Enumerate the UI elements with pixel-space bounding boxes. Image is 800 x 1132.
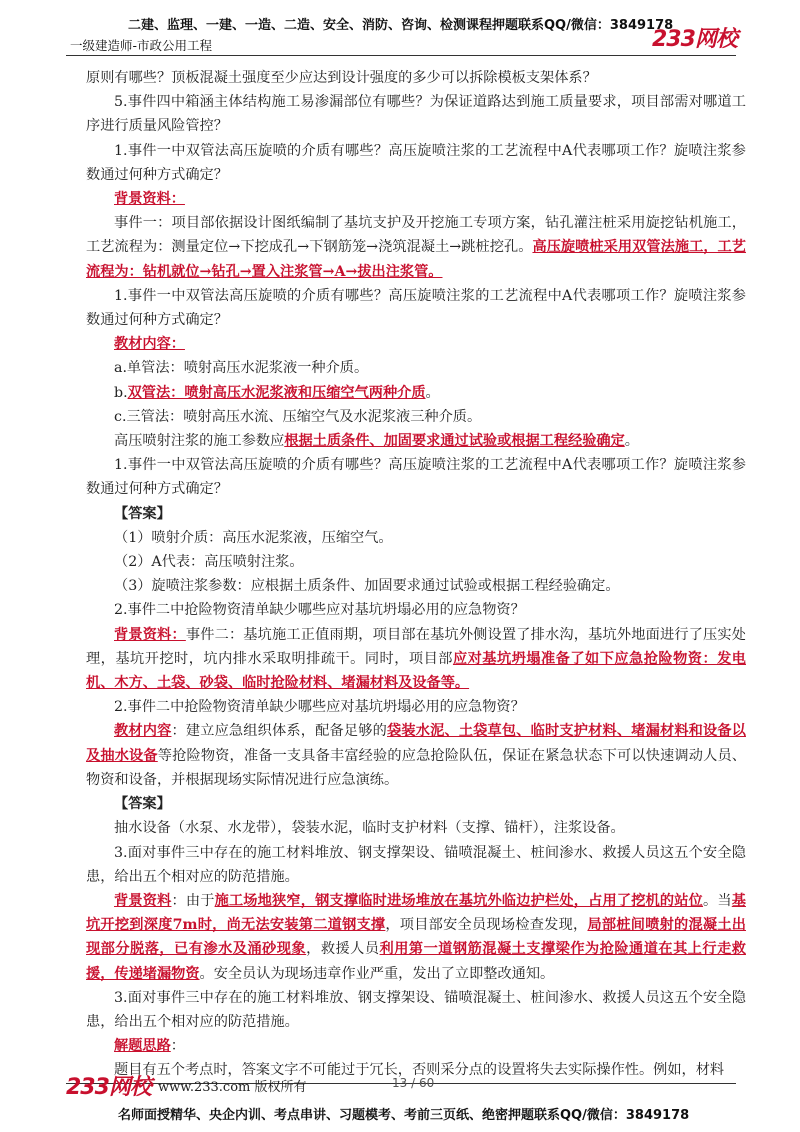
section-label: 解题思路 <box>114 1038 171 1055</box>
paragraph <box>86 1034 746 1058</box>
text-run: （2）A代表：高压喷射注浆。 <box>114 554 304 571</box>
text-run: （1）喷射介质：高压水泥浆液，压缩空气。 <box>114 529 393 546</box>
text-run: 3.面对事件三中存在的施工材料堆放、钢支撑架设、锚喷混凝土、桩间渗水、救援人员这五个安全隐患，给出五个相对应的防范措施。 <box>86 844 746 885</box>
paragraph <box>86 792 746 816</box>
highlighted-text: 高压旋喷桩采用双管法施工，工艺流程为：钻机就位→钻孔→置入注浆管→A→拔出注浆管。 <box>86 239 746 280</box>
paragraph <box>86 66 746 90</box>
paragraph <box>86 623 746 696</box>
section-label: 背景资料 <box>114 892 172 909</box>
section-label: 背景资料： <box>114 626 186 643</box>
section-label: 背景资料： <box>114 191 185 208</box>
text-run: 2.事件二中抢险物资清单缺少哪些应对基坑坍塌必用的应急物资？ <box>114 699 525 716</box>
text-run: 抽水设备（水泵、水龙带），袋装水泥，临时支护材料（支撑、锚杆），注浆设备。 <box>114 820 625 837</box>
text-run: 等抢险物资，准备一支具备丰富经验的应急抢险队伍，保证在紧急状态下可以快速调动人员、物资和设备，并根据现场实际情况进行应急演练。 <box>86 747 746 788</box>
footer-logo: 233网校 <box>66 1075 151 1100</box>
paragraph <box>86 695 746 719</box>
text-run: 2.事件二中抢险物资清单缺少哪些应对基坑坍塌必用的应急物资？ <box>114 602 525 619</box>
section-label: 教材内容 <box>114 723 172 740</box>
paragraph <box>86 381 746 405</box>
footer-contact-line: 名师面授精华、央企内训、考点串讲、习题模考、考前三页纸、绝密押题联系QQ/微信：3849178 <box>118 1108 690 1123</box>
paragraph <box>86 574 746 598</box>
paragraph <box>86 405 746 429</box>
header-contact-line: 二建、监理、一建、一造、二造、安全、消防、咨询、检测课程押题联系QQ/微信：3849178 <box>128 18 674 33</box>
paragraph <box>86 332 746 356</box>
paragraph <box>86 889 746 986</box>
text-run: ：由于 <box>171 892 215 909</box>
text-run: ： <box>170 1038 185 1055</box>
paragraph <box>86 187 746 211</box>
brand-logo: 233网校 <box>652 27 737 52</box>
text-run: 5.事件四中箱涵主体结构施工易渗漏部位有哪些？为保证道路达到施工质量要求，项目部需对哪道工序进行质量风险管控？ <box>86 94 746 135</box>
answer-heading: 【答案】 <box>114 796 171 813</box>
text-run: c.三管法：喷射高压水流、压缩空气及水泥浆液三种介质。 <box>114 408 482 425</box>
paragraph <box>86 90 746 138</box>
paragraph <box>86 429 746 453</box>
answer-heading: 【答案】 <box>114 505 171 522</box>
text-run: b. <box>114 384 128 401</box>
text-run: 。 <box>425 384 440 401</box>
text-run: 原则有哪些？顶板混凝土强度至少应达到设计强度的多少可以拆除模板支架体系？ <box>86 70 597 86</box>
text-run: 1.事件一中双管法高压旋喷的介质有哪些？高压旋喷注浆的工艺流程中A代表哪项工作？旋喷注浆参数通过何种方式确定？ <box>86 142 746 183</box>
paragraph <box>86 356 746 380</box>
highlighted-text: 基坑开挖到深度7m时，尚无法安装第二道钢支撑 <box>86 892 746 934</box>
text-run: a.单管法：喷射高压水泥浆液一种介质。 <box>114 360 369 377</box>
highlighted-text: 根据土质条件、加固要求通过试验或根据工程经验确定 <box>284 433 625 450</box>
highlighted-text: 施工场地狭窄，钢支撑临时进场堆放在基坑外临边护栏处，占用了挖机的站位 <box>214 892 704 909</box>
paragraph <box>86 139 746 187</box>
paragraph <box>86 502 746 526</box>
paragraph <box>86 550 746 574</box>
paragraph <box>86 986 746 1034</box>
text-run: 事件一：项目部依据设计图纸编制了基坑支护及开挖施工专项方案，钻孔灌注桩采用旋挖钻机施工，工艺流程为：测量定位→下挖成孔→下钢筋笼→浇筑混凝土→跳桩挖孔。 <box>86 215 746 256</box>
text-run: 。当 <box>703 892 732 909</box>
text-run: 1.事件一中双管法高压旋喷的介质有哪些？高压旋喷注浆的工艺流程中A代表哪项工作？旋喷注浆参数通过何种方式确定？ <box>86 457 746 498</box>
highlighted-text: 双管法：喷射高压水泥浆液和压缩空气两种介质 <box>127 384 426 401</box>
text-run: 题目有五个考点时，答案文字不可能过于冗长，否则采分点的设置将失去实际操作性。例如，材料 <box>114 1062 725 1079</box>
text-run: ，项目部安全员现场检查发现， <box>385 917 588 934</box>
page-number: 13 / 60 <box>392 1076 435 1090</box>
paragraph <box>86 526 746 550</box>
highlighted-text: 袋装水泥、土袋草包、临时支护材料、堵漏材料和设备以及抽水设备 <box>86 723 746 764</box>
highlighted-text: 局部桩间喷射的混凝土出现部分脱落，已有渗水及涌砂现象 <box>86 917 746 958</box>
paragraph <box>86 816 746 840</box>
text-run: ：建立应急组织体系，配备足够的 <box>171 723 387 740</box>
section-label: 教材内容： <box>114 336 185 353</box>
text-run: 高压喷射注浆的施工参数应 <box>114 433 285 450</box>
footer-copyright: www.233.com 版权所有 <box>158 1080 307 1095</box>
page-header <box>0 0 800 62</box>
paragraph <box>86 453 746 501</box>
paragraph <box>86 211 746 284</box>
header-divider <box>66 55 736 56</box>
highlighted-text: 利用第一道钢筋混凝土支撑梁作为抢险通道在其上行走救援，传递堵漏物资 <box>86 941 746 982</box>
text-run: 1.事件一中双管法高压旋喷的介质有哪些？高压旋喷注浆的工艺流程中A代表哪项工作？旋喷注浆参数通过何种方式确定？ <box>86 287 746 329</box>
paragraph <box>86 284 746 332</box>
text-run: ，救援人员 <box>306 941 380 958</box>
paragraph <box>86 841 746 889</box>
document-body <box>86 66 746 1083</box>
paragraph <box>86 598 746 622</box>
paragraph <box>86 719 746 792</box>
header-subtitle: 一级建造师-市政公用工程 <box>70 38 213 53</box>
text-run: 3.面对事件三中存在的施工材料堆放、钢支撑架设、锚喷混凝土、桩间渗水、救援人员这五个安全隐患，给出五个相对应的防范措施。 <box>86 989 746 1030</box>
text-run: 。安全员认为现场违章作业严重，发出了立即整改通知。 <box>199 965 555 982</box>
text-run: 事件二：基坑施工正值雨期，项目部在基坑外侧设置了排水沟，基坑外地面进行了压实处理，基坑开挖时，坑内排水采取明排疏干。同时，项目部 <box>86 626 746 667</box>
text-run: 。 <box>624 433 639 450</box>
text-run: （3）旋喷注浆参数：应根据土质条件、加固要求通过试验或根据工程经验确定。 <box>114 578 620 595</box>
highlighted-text: 应对基坑坍塌准备了如下应急抢险物资：发电机、木方、土袋、砂袋、临时抢险材料、堵漏材料及设备等。 <box>86 650 746 692</box>
